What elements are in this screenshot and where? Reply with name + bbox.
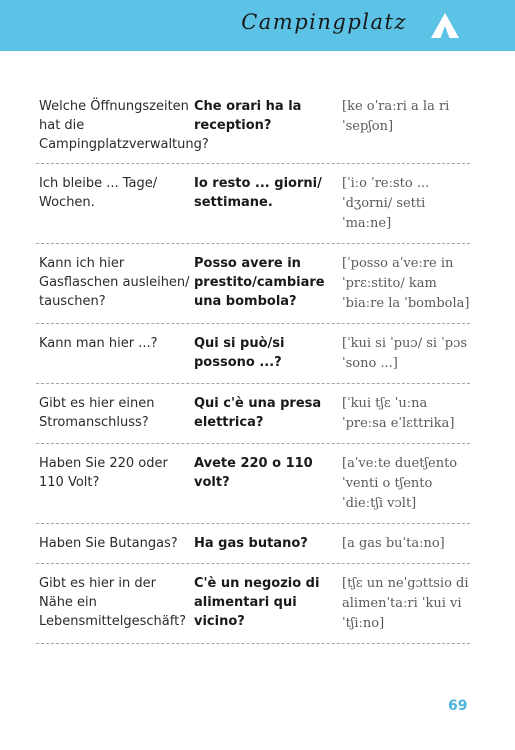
chapter-header	[0, 0, 515, 51]
table-row	[36, 244, 470, 324]
german-phrase: Haben Sie Butangas?	[39, 536, 178, 551]
italian-phrase: C'è un negozio di alimentari qui vicino?	[194, 576, 320, 629]
german-phrase: Haben Sie 220 oder 110 Volt?	[39, 456, 168, 490]
chapter-title: Campingplatz	[241, 10, 407, 34]
pronunciation: [tʃɛ un neˈgɔttsio di alimenˈtaːri ˈkui viˈtʃiːno]	[342, 576, 469, 631]
table-row	[36, 524, 470, 564]
italian-phrase: Ha gas butano?	[194, 536, 308, 551]
pronunciation: [ˈiːo ˈreːsto ... ˈdʒorni/ settiˈmaːne]	[342, 176, 430, 231]
phrase-table	[36, 87, 470, 644]
table-row	[36, 87, 470, 164]
pronunciation: [ˈkui si ˈpuɔ/ si ˈpɔsˈsono ...]	[342, 336, 468, 371]
page-number: 69	[448, 698, 468, 714]
table-row	[36, 384, 470, 444]
tent-icon	[430, 12, 460, 39]
italian-phrase: Avete 220 o 110 volt?	[194, 456, 313, 490]
german-phrase: Welche Öffnungszeiten hat die Campingplatzverwaltung?	[39, 99, 209, 152]
pronunciation: [a gas buˈtaːno]	[342, 536, 445, 551]
pronunciation: [aˈveːte duetʃentoˈventi o tʃentoˈdieːtʃi vɔlt]	[342, 456, 458, 511]
german-phrase: Ich bleibe ... Tage/ Wochen.	[39, 176, 158, 210]
italian-phrase: Qui si può/si possono ...?	[194, 336, 285, 370]
italian-phrase: Io resto ... giorni/ settimane.	[194, 176, 322, 210]
table-row	[36, 444, 470, 524]
pronunciation: [ˈkui tʃɛ ˈuːna ˈpreːsa eˈlɛttrika]	[342, 396, 455, 431]
table-row	[36, 564, 470, 644]
italian-phrase: Qui c'è una presa elettrica?	[194, 396, 322, 430]
pronunciation: [ˈposso aˈveːre in ˈprɛːstito/ kamˈbiaːre la ˈbombola]	[342, 256, 470, 311]
table-row	[36, 324, 470, 384]
german-phrase: Gibt es hier in der Nähe ein Lebensmittelgeschäft?	[39, 576, 187, 629]
german-phrase: Kann ich hier Gasflaschen ausleihen/ tauschen?	[39, 256, 190, 309]
pronunciation: [ke oˈraːri a la riˈsepʃon]	[342, 99, 450, 134]
table-row	[36, 164, 470, 244]
italian-phrase: Posso avere in prestito/cambiare una bombola?	[194, 256, 325, 309]
italian-phrase: Che orari ha la reception?	[194, 99, 302, 133]
german-phrase: Kann man hier ...?	[39, 336, 158, 351]
german-phrase: Gibt es hier einen Stromanschluss?	[39, 396, 155, 430]
